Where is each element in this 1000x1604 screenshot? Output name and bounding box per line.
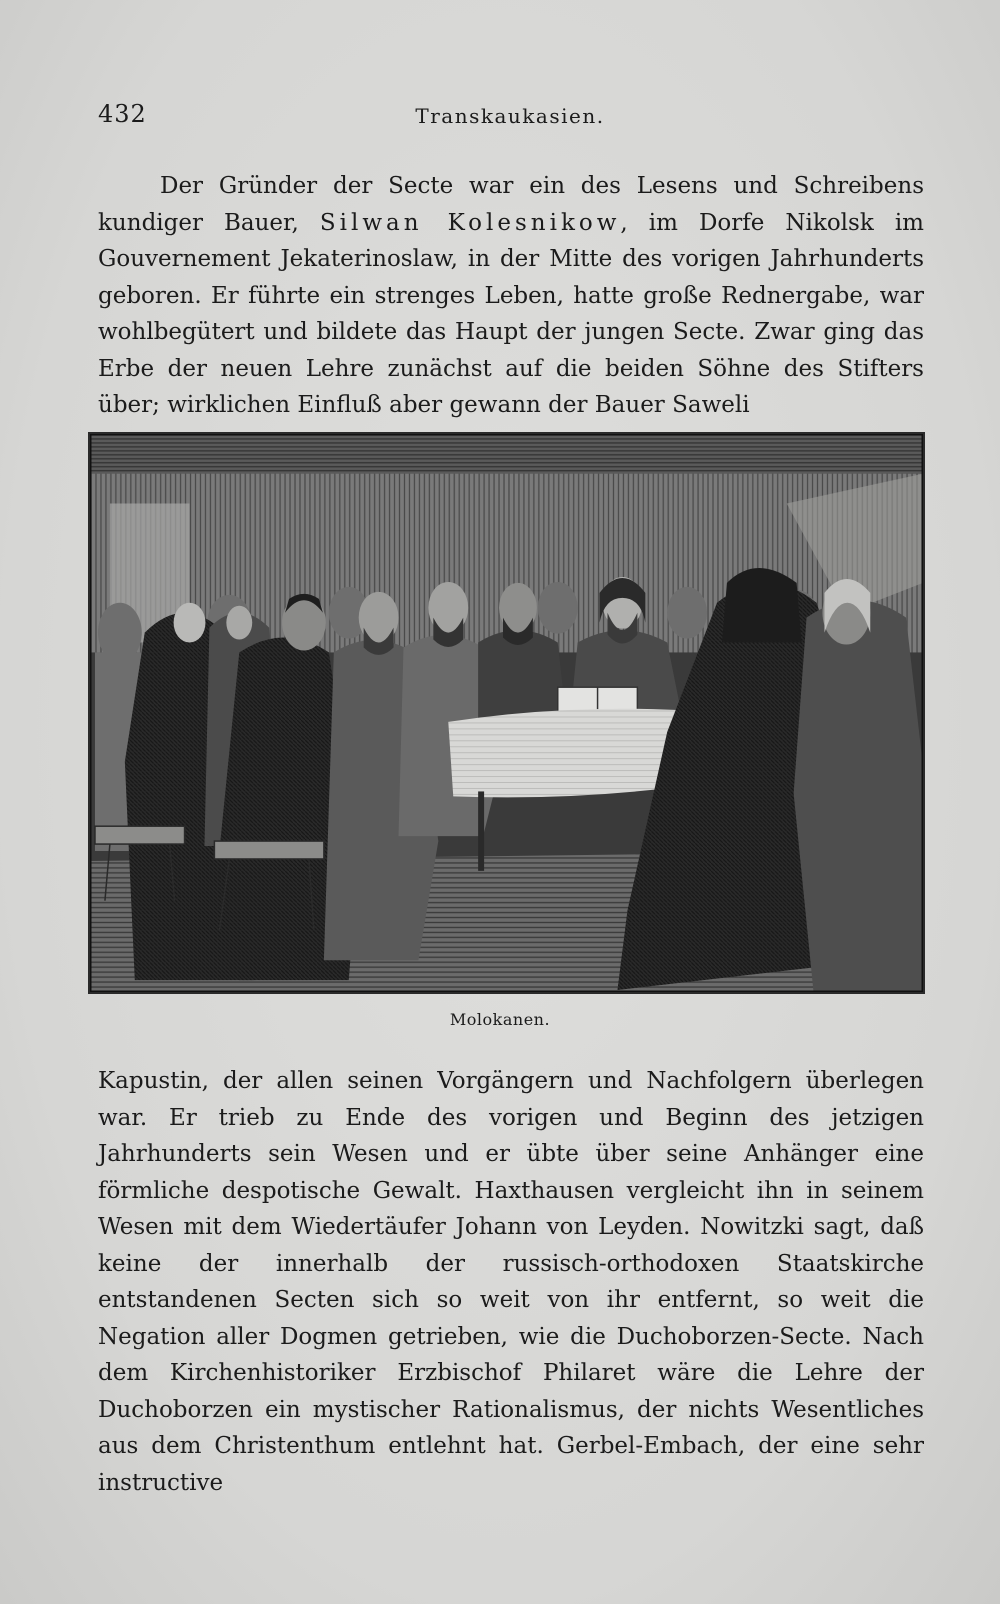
founder-name: Silwan Kolesnikow xyxy=(319,209,621,236)
engraving-illustration xyxy=(88,432,925,994)
running-head: Transkaukasien. xyxy=(415,104,605,128)
page-number: 432 xyxy=(98,100,147,128)
paragraph-1-text-a: Der Gründer der Secte war ein des Lesens und Schreibens kundiger Bauer, xyxy=(98,173,924,236)
paragraph-2: Kapustin, der allen seinen Vorgängern und Nachfolgern überlegen war. Er trieb zu Ende des vorigen und Beginn des jetzigen Jahrhunderts sein Wesen und er übte über seine Anhänger eine förmliche despotische Gewalt. Haxthausen vergleicht ihn in seinem Wesen mit dem Wiedertäufer Johann von Leyden. Nowitzki sagt, daß keine der innerhalb der russisch-orthodoxen Staatskirche entstandenen Secten sich so weit von ihr entfernt, so weit die Negation aller Dogmen getrieben, wie die Duchoborzen-Secte. Nach dem Kirchenhistoriker Erzbischof Philaret wäre die Lehre der Duchoborzen ein mystischer Rationalismus, der nichts Wesentliches aus dem Christenthum entlehnt hat. Gerbel-Embach, der eine sehr instructive xyxy=(98,1068,924,1496)
paragraph-1 xyxy=(98,168,924,424)
page-header xyxy=(98,100,922,132)
paragraph-1-text-b: , im Dorfe Nikolsk im Gouvernement Jekaterinoslaw, in der Mitte des vorigen Jahrhunderts geboren. Er führte ein strenges Leben, hatte große Rednergabe, war wohlbegütert und bildete das Haupt der jungen Secte. Zwar ging das Erbe der neuen Lehre zunächst auf die beiden Söhne des Stifters über; wirklichen Einfluß aber gewann der Bauer Saweli xyxy=(98,209,924,418)
ceiling-planks xyxy=(90,434,923,479)
molokan-gathering-engraving xyxy=(90,434,923,992)
figure-caption: Molokanen. xyxy=(449,1010,551,1029)
